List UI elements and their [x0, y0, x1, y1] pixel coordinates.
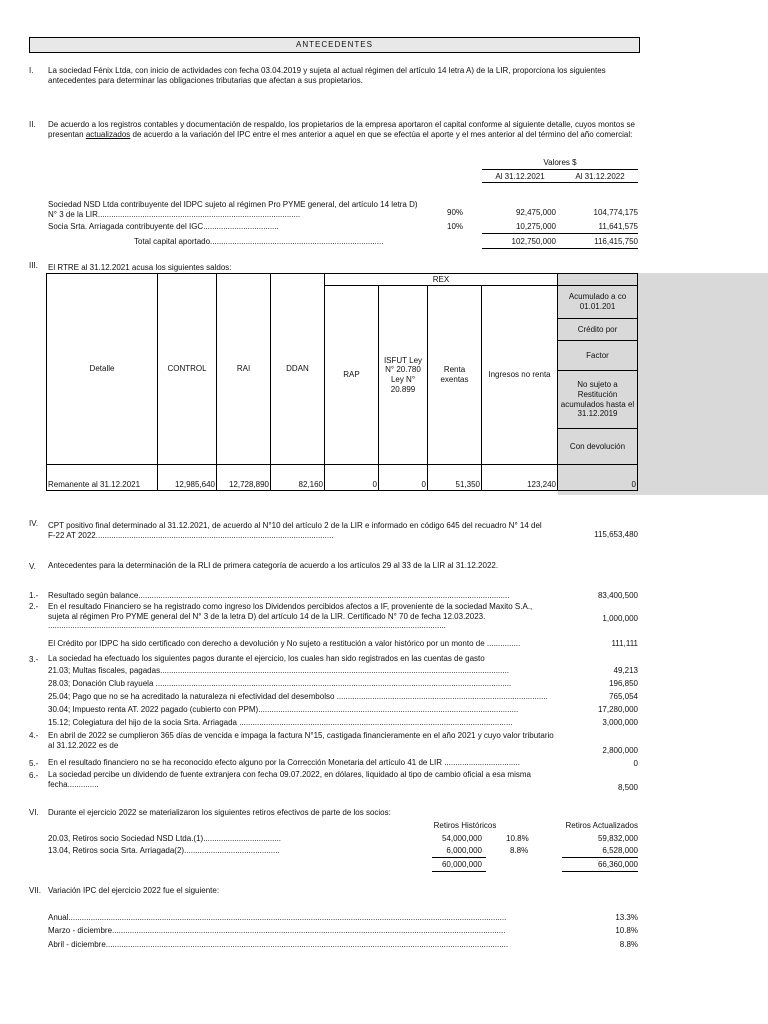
- item-5-value: 0: [633, 759, 638, 768]
- item-5-text: En el resultado financiero no se ha reconocido efecto alguno por la Corrección Monetaria del artículo 41 de LIR ..................................: [48, 758, 520, 767]
- retiros-total-historico: 60,000,000: [441, 860, 482, 869]
- section-4-value: 115,653,480: [594, 530, 638, 539]
- item-6-value: 8,500: [617, 783, 638, 792]
- capital-row-arriagada-pct: 10%: [447, 222, 464, 231]
- retiros-total-actualizado: 66,360,000: [597, 860, 638, 869]
- capital-total-label: Total capital aportado..............................................................................: [134, 237, 384, 246]
- divider: [482, 248, 638, 249]
- payment-5-value: 3,000,000: [602, 718, 638, 727]
- section-5-number: V.: [29, 562, 36, 571]
- item-6-text: La sociedad percibe un dividendo de fuente extranjera con fecha 09.07.2022, en dólares, liquidado al tipo de cambio oficial a esa misma fecha..............: [48, 770, 531, 789]
- retiro-2-actualizado: 6,528,000: [602, 846, 638, 855]
- retiro-1-pct: 10.8%: [506, 834, 529, 843]
- header-rap: RAP: [325, 286, 379, 465]
- row-ddan: 82,160: [271, 465, 325, 491]
- header-control: CONTROL: [158, 274, 217, 465]
- header-ddan: DDAN: [271, 274, 325, 465]
- retiro-1-actualizado: 59,832,000: [597, 834, 638, 843]
- header-detalle: Detalle: [47, 274, 158, 465]
- col-2022-header: Al 31.12.2022: [575, 172, 625, 181]
- payment-2-value: 196,850: [609, 679, 638, 688]
- section-4-text: CPT positivo final determinado al 31.12.2021, de acuerdo al N°10 del artículo 2 de la LIR e informado en código 645 del recuadro N° 14 del F-22 AT 2022...........................................................................................................: [48, 521, 542, 540]
- retiro-2-historico: 6,000,000: [446, 846, 482, 855]
- payment-4-text: 30.04; Impuesto renta AT. 2022 pagado (cubierto con PPM).....................................................................................................................: [48, 705, 519, 714]
- payment-1-value: 49,213: [613, 666, 638, 675]
- item-2-text: En el resultado Financiero se ha registrado como ingreso los Dividendos percibidos afectos a IF, proveniente de la sociedad Maxito S.A., sujeta al régimen Pro PYME general del N° 3 de la letra D) del artículo 14 de la LIR. Certificado N° 70 de fecha 12.03.2023. ...................................................................................................................................................................................: [48, 602, 533, 631]
- header-isfut: ISFUT Ley N° 20.780 Ley N° 20.899: [379, 286, 428, 465]
- row-last: 0: [558, 465, 638, 491]
- header-blank: [558, 274, 638, 286]
- header-ingresos-no-renta: Ingresos no renta: [482, 286, 558, 465]
- section-2-number: II.: [29, 120, 36, 129]
- section-3-number: III.: [29, 261, 38, 270]
- divider: [432, 871, 486, 872]
- divider: [562, 857, 638, 858]
- item-4-value: 2,800,000: [602, 746, 638, 755]
- item-5-number: 5.-: [29, 759, 39, 768]
- section-3-text: El RTRE al 31.12.2021 acusa los siguientes saldos:: [48, 263, 232, 272]
- retiros-actualizados-header: Retiros Actualizados: [565, 821, 638, 830]
- header-rex: REX: [325, 274, 558, 286]
- item-2-value: 1,000,000: [602, 614, 638, 623]
- item-4-number: 4.-: [29, 731, 39, 740]
- item-3-text: La sociedad ha efectuado los siguientes pagos durante el ejercicio, los cuales han sido registrados en las cuentas de gasto: [48, 654, 485, 663]
- retiro-2-label: 13.04, Retiros socia Srta. Arriagada(2)...........................................: [48, 846, 280, 855]
- capital-total-2021: 102,750,000: [511, 237, 556, 246]
- header-renta-exentas: Renta exentas: [428, 286, 482, 465]
- section-title: ANTECEDENTES: [29, 37, 640, 53]
- capital-row-nsd-2021: 92,475,000: [515, 208, 556, 217]
- capital-row-arriagada-label: Socia Srta. Arriagada contribuyente del IGC..................................: [48, 222, 279, 231]
- capital-row-nsd-2022: 104,774,175: [593, 208, 638, 217]
- ipc-marzo-value: 10.8%: [615, 926, 638, 935]
- retiro-2-pct: 8.8%: [510, 846, 529, 855]
- item-2-credit-text: El Crédito por IDPC ha sido certificado con derecho a devolución y No sujeto a restitución a valor histórico por un monto de ...............: [48, 639, 521, 648]
- header-rai: RAI: [217, 274, 271, 465]
- item-3-number: 3.-: [29, 655, 39, 664]
- header-credito: Crédito por: [558, 319, 638, 341]
- row-rap: 0: [325, 465, 379, 491]
- divider: [482, 182, 638, 183]
- capital-row-arriagada-2022: 11,641,575: [598, 222, 638, 231]
- ipc-marzo-label: Marzo - diciembre.................................................................................................................................................................................: [48, 926, 506, 935]
- row-ingresos: 123,240: [482, 465, 558, 491]
- divider: [482, 233, 638, 234]
- row-control: 12,985,640: [158, 465, 217, 491]
- row-rai: 12,728,890: [217, 465, 271, 491]
- item-2-number: 2.-: [29, 602, 39, 611]
- ipc-abril-value: 8.8%: [619, 940, 638, 949]
- row-isfut: 0: [379, 465, 428, 491]
- payment-4-value: 17,280,000: [597, 705, 638, 714]
- payment-2-text: 28.03; Donación Club rayuela ................................................................................................................................................................: [48, 679, 512, 688]
- item-1-value: 83,400,500: [597, 591, 638, 600]
- item-4-text: En abril de 2022 se cumplieron 365 días de vencida e impaga la factura N°15, castigada financieramente en el año 2021 y cuyo valor tributario al 31.12.2022 es de: [48, 731, 554, 750]
- header-factor: Factor: [558, 341, 638, 371]
- section-6-text: Durante el ejercicio 2022 se materializaron los siguientes retiros efectivos de parte de los socios:: [48, 808, 391, 817]
- ipc-anual-label: Anual.....................................................................................................................................................................................................: [48, 913, 507, 922]
- ipc-anual-value: 13.3%: [615, 913, 638, 922]
- row-label: Remanente al 31.12.2021: [47, 465, 158, 491]
- capital-total-2022: 116,415,750: [594, 237, 638, 246]
- payment-3-value: 765,054: [609, 692, 638, 701]
- header-acumulado: Acumulado a co 01.01.201: [558, 286, 638, 319]
- item-1-number: 1.-: [29, 591, 39, 600]
- payment-3-text: 25.04; Pago que no se ha acreditado la naturaleza ni efectividad del desembolso ...............................................................................................: [48, 692, 548, 701]
- section-4-number: IV.: [29, 519, 39, 528]
- section-7-text: Variación IPC del ejercicio 2022 fue el siguiente:: [48, 886, 220, 895]
- item-1-text: Resultado según balance.......................................................................................................................................................................: [48, 591, 510, 600]
- item-6-number: 6.-: [29, 771, 39, 780]
- divider: [482, 169, 638, 170]
- divider: [432, 857, 486, 858]
- section-5-text: Antecedentes para la determinación de la RLI de primera categoría de acuerdo a los artículos 29 al 33 de la LIR al 31.12.2022.: [48, 561, 499, 570]
- divider: [562, 871, 638, 872]
- ipc-abril-label: Abril - diciembre.....................................................................................................................................................................................: [48, 940, 509, 949]
- valores-header: Valores $: [543, 158, 577, 167]
- capital-row-arriagada-2021: 10,275,000: [515, 222, 556, 231]
- col-2021-header: Al 31.12.2021: [495, 172, 545, 181]
- retiro-1-historico: 54,000,000: [441, 834, 482, 843]
- retiros-historicos-header: Retiros Históricos: [433, 821, 497, 830]
- payment-5-text: 15.12; Colegiatura del hijo de la socia Srta. Arriagada ...........................................................................................................................: [48, 718, 513, 727]
- row-renta: 51,350: [428, 465, 482, 491]
- section-7-number: VII.: [29, 886, 42, 895]
- section-6-number: VI.: [29, 808, 39, 817]
- capital-row-nsd-label: Sociedad NSD Ltda contribuyente del IDPC sujeto al régimen Pro PYME general, del artículo 14 letra D) N° 3 de la LIR...........................................................................................: [48, 200, 418, 219]
- rtre-table: [46, 273, 638, 491]
- section-1-text: La sociedad Fénix Ltda, con inicio de actividades con fecha 03.04.2019 y sujeta al actual régimen del artículo 14 letra A) de la LIR, proporciona los siguientes antecedentes para determinar las obligaciones tributarias que afectan a sus propietarios.: [48, 66, 606, 85]
- section-1-number: I.: [29, 66, 34, 75]
- section-2-text: De acuerdo a los registros contables y documentación de respaldo, los propietarios de la empresa aportaron el capital conforme al siguiente detalle, cuyos montos se presentan actualizados de acuerdo a la variación del IPC entre el mes anterior a aquel en que se efectúa el aporte y el mes anterior al del término del año comercial:: [48, 120, 635, 139]
- header-no-sujeto: No sujeto a Restitución acumulados hasta el 31.12.2019: [558, 371, 638, 429]
- item-2-credit-value: 111,111: [611, 639, 638, 648]
- retiro-1-label: 20.03, Retiros socio Sociedad NSD Ltda.(1)...................................: [48, 834, 281, 843]
- payment-1-text: 21.03; Multas fiscales, pagadas.............................................................................................................................................................: [48, 666, 510, 675]
- header-con-devolucion: Con devolución: [558, 429, 638, 465]
- capital-row-nsd-pct: 90%: [447, 208, 464, 217]
